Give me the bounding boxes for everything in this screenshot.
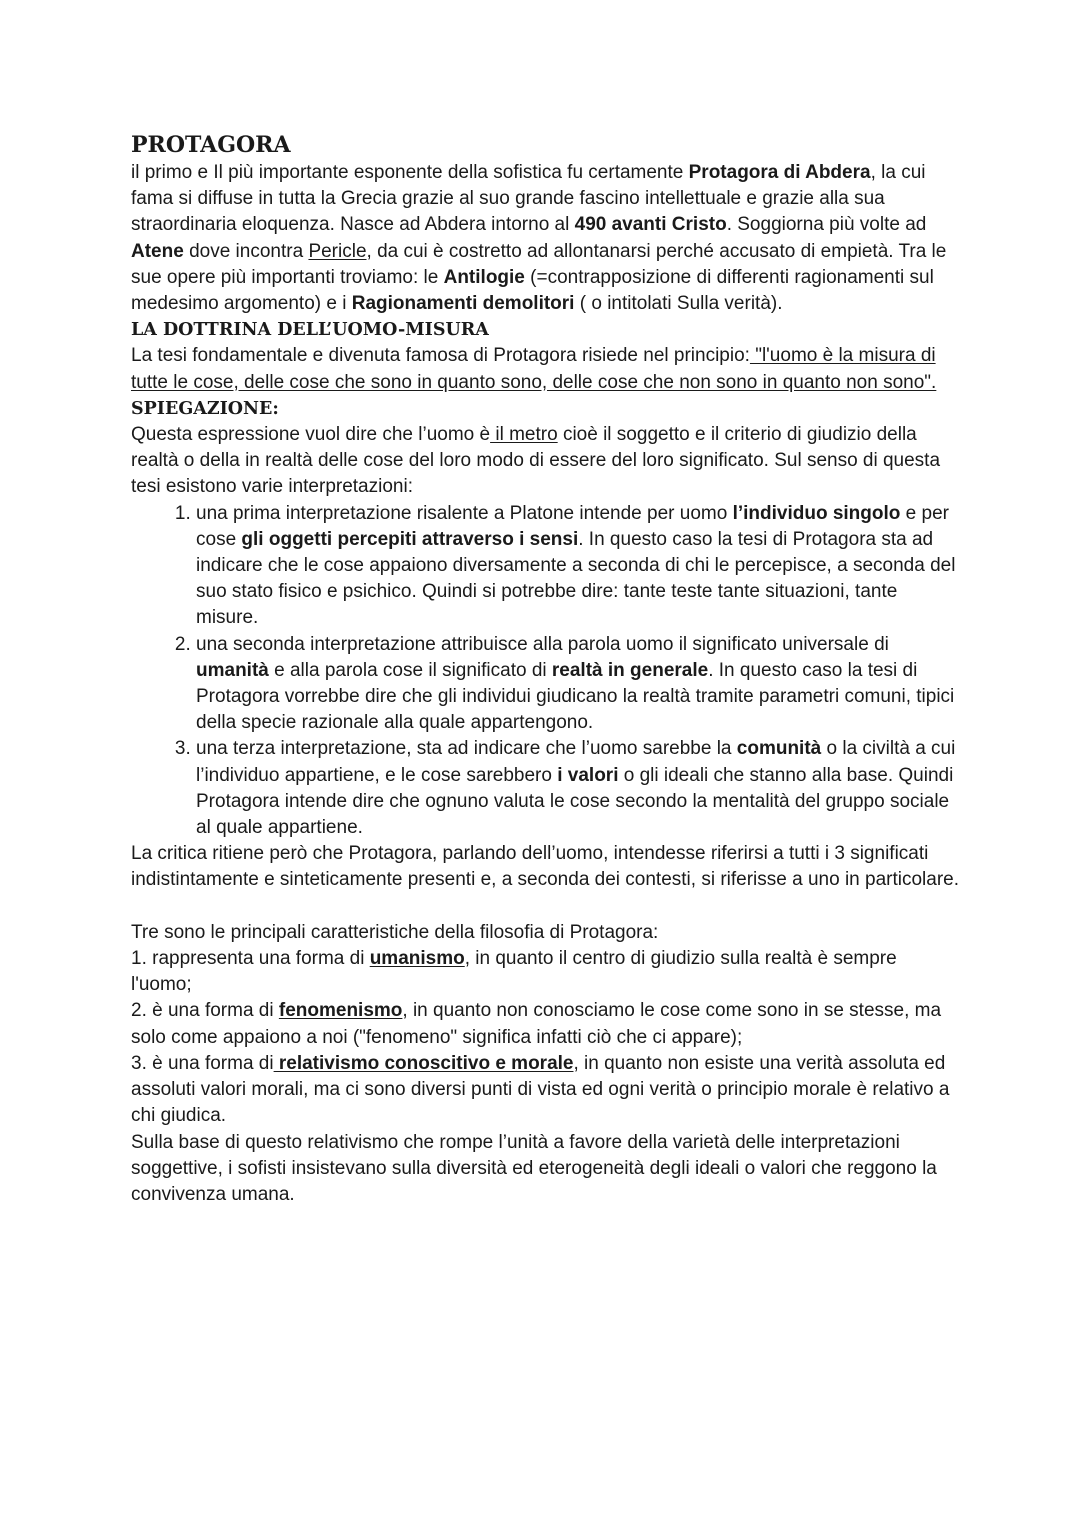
list-item-bold: i valori [557, 764, 619, 786]
interpretazioni-list [131, 501, 961, 842]
spiegazione-text: Questa espressione vuol dire che l’uomo è [131, 424, 491, 446]
intro-underline-pericle: Pericle [308, 240, 367, 262]
intro-text: , la cui fama si diffuse in tutta la Grecia grazie al suo grande fascino intellettuale e grazie alla sua straordinaria eloquenza. Nasce ad Abdera intorno al [131, 162, 926, 236]
caratteristiche-intro: Tre sono le principali caratteristiche della filosofia di Protagora: [131, 921, 659, 943]
list-item-bold: realtà in generale [551, 659, 709, 681]
list-item-text: . In questo caso la tesi di Protagora sta ad indicare che le cose appaiono diversamente a seconda di chi le percepisce, a seconda del suo stato fisico e psichico. Quindi si potrebbe dire: tante teste tante situazioni, tante misure. [196, 528, 956, 629]
list-item-text: una prima interpretazione risalente a Platone intende per uomo [196, 502, 733, 524]
list-item-bold: comunità [736, 738, 822, 760]
intro-text: dove incontra [183, 240, 309, 262]
intro-text: , da cui è costretto ad allontanarsi perché accusato di empietà. Tra le sue opere più importanti troviamo: le [131, 240, 947, 288]
intro-bold-date: 490 avanti Cristo [574, 214, 727, 236]
caratteristica-text: 3. è una forma di [131, 1052, 274, 1074]
dottrina-paragraph [131, 343, 961, 395]
list-item-text: una terza interpretazione, sta ad indicare che l’uomo sarebbe la [196, 738, 737, 760]
caratteristica-text: 2. è una forma di [131, 1000, 279, 1022]
spiegazione-underline-metro: il metro [490, 424, 558, 446]
page-title: PROTAGORA [131, 132, 291, 158]
intro-text: il primo e Il più importante esponente della sofistica fu certamente [131, 162, 689, 183]
list-item-text: e per cose [196, 502, 949, 550]
dottrina-text: La tesi fondamentale e divenuta famosa di Protagora risiede nel principio: [131, 345, 750, 367]
spiegazione-paragraph [131, 422, 961, 501]
list-item [196, 736, 961, 841]
caratteristica-keyword: fenomenismo [278, 1000, 403, 1022]
list-item-bold: l’individuo singolo [732, 502, 901, 524]
section-heading-spiegazione: SPIEGAZIONE: [131, 398, 279, 419]
list-item [196, 632, 961, 737]
critica-paragraph: La critica ritiene però che Protagora, parlando dell’uomo, intendesse riferirsi a tutti i 3 significati indistintamente e sinteticamente presenti e, a seconda dei contesti, si riferisse a uno in particolare. [131, 843, 960, 891]
caratteristica-text: , in quanto non esiste una verità assoluta ed assoluti valori morali, ma ci sono diversi punti di vista ed ogni verità o principio morale è relativo a chi giudica. [131, 1052, 950, 1127]
list-item-text: o gli ideali che stanno alla base. Quindi Protagora intende dire che ognuno valuta le cose secondo la mentalità del gruppo sociale al quale appartiene. [196, 764, 954, 839]
document-page [131, 130, 961, 1208]
paragraph-spacer [131, 894, 961, 920]
intro-text: (=contrapposizione di differenti ragionamenti sul medesimo argomento) e i [131, 266, 934, 315]
dottrina-quote: "l'uomo è la misura di tutte le cose, delle cose che sono in quanto sono, delle cose che non sono in quanto non sono". [131, 345, 937, 393]
intro-bold-protagora: Protagora di Abdera [688, 162, 871, 183]
intro-bold-antilogie: Antilogie [443, 266, 525, 288]
list-item-bold: umanità [196, 659, 269, 681]
caratteristica-text: 1. rappresenta una forma di [131, 948, 370, 970]
intro-paragraph [131, 160, 961, 317]
caratteristica-umanismo [131, 946, 961, 998]
spiegazione-text: cioè il soggetto e il criterio di giudizio della realtà o della in realtà delle cose del loro modo di essere del loro significato. Sul senso di questa tesi esistono varie interpretazioni: [131, 424, 941, 498]
list-item-text: una seconda interpretazione attribuisce alla parola uomo il significato universale di [196, 633, 889, 655]
section-heading-dottrina: LA DOTTRINA DELL’UOMO-MISURA [131, 320, 489, 341]
caratteristica-keyword: relativismo conoscitivo e morale [273, 1052, 574, 1074]
caratteristica-text: , in quanto il centro di giudizio sulla realtà è sempre l'uomo; [131, 948, 897, 996]
intro-text: ( o intitolati Sulla verità). [574, 293, 783, 315]
list-item-text: . In questo caso la tesi di Protagora vorrebbe dire che gli individui giudicano la realtà tramite parametri comuni, tipici della specie razionale alla quale appartengono. [196, 659, 955, 734]
caratteristica-fenomenismo [131, 998, 961, 1050]
intro-text: . Soggiorna più volte ad [726, 214, 927, 236]
intro-bold-ragionamenti: Ragionamenti demolitori [351, 293, 575, 315]
list-item-text: o la civiltà a cui l’individuo appartiene, e le cose sarebbero [196, 738, 956, 786]
caratteristica-keyword: umanismo [369, 948, 465, 970]
list-item-bold: gli oggetti percepiti attraverso i sensi [241, 528, 579, 550]
caratteristica-text: , in quanto non conosciamo le cose come sono in se stesse, ma solo come appaiono a noi ("fenomeno" significa infatti ciò che ci appare); [131, 1000, 942, 1048]
list-item [196, 501, 961, 632]
list-item-text: e alla parola cose il significato di [268, 659, 552, 681]
intro-bold-atene: Atene [131, 240, 184, 262]
conclusione-paragraph: Sulla base di questo relativismo che rompe l’unità a favore della varietà delle interpretazioni soggettive, i sofisti insistevano sulla diversità ed eterogeneità degli ideali o valori che reggono la convivenza umana. [131, 1131, 937, 1205]
caratteristica-relativismo [131, 1051, 961, 1130]
